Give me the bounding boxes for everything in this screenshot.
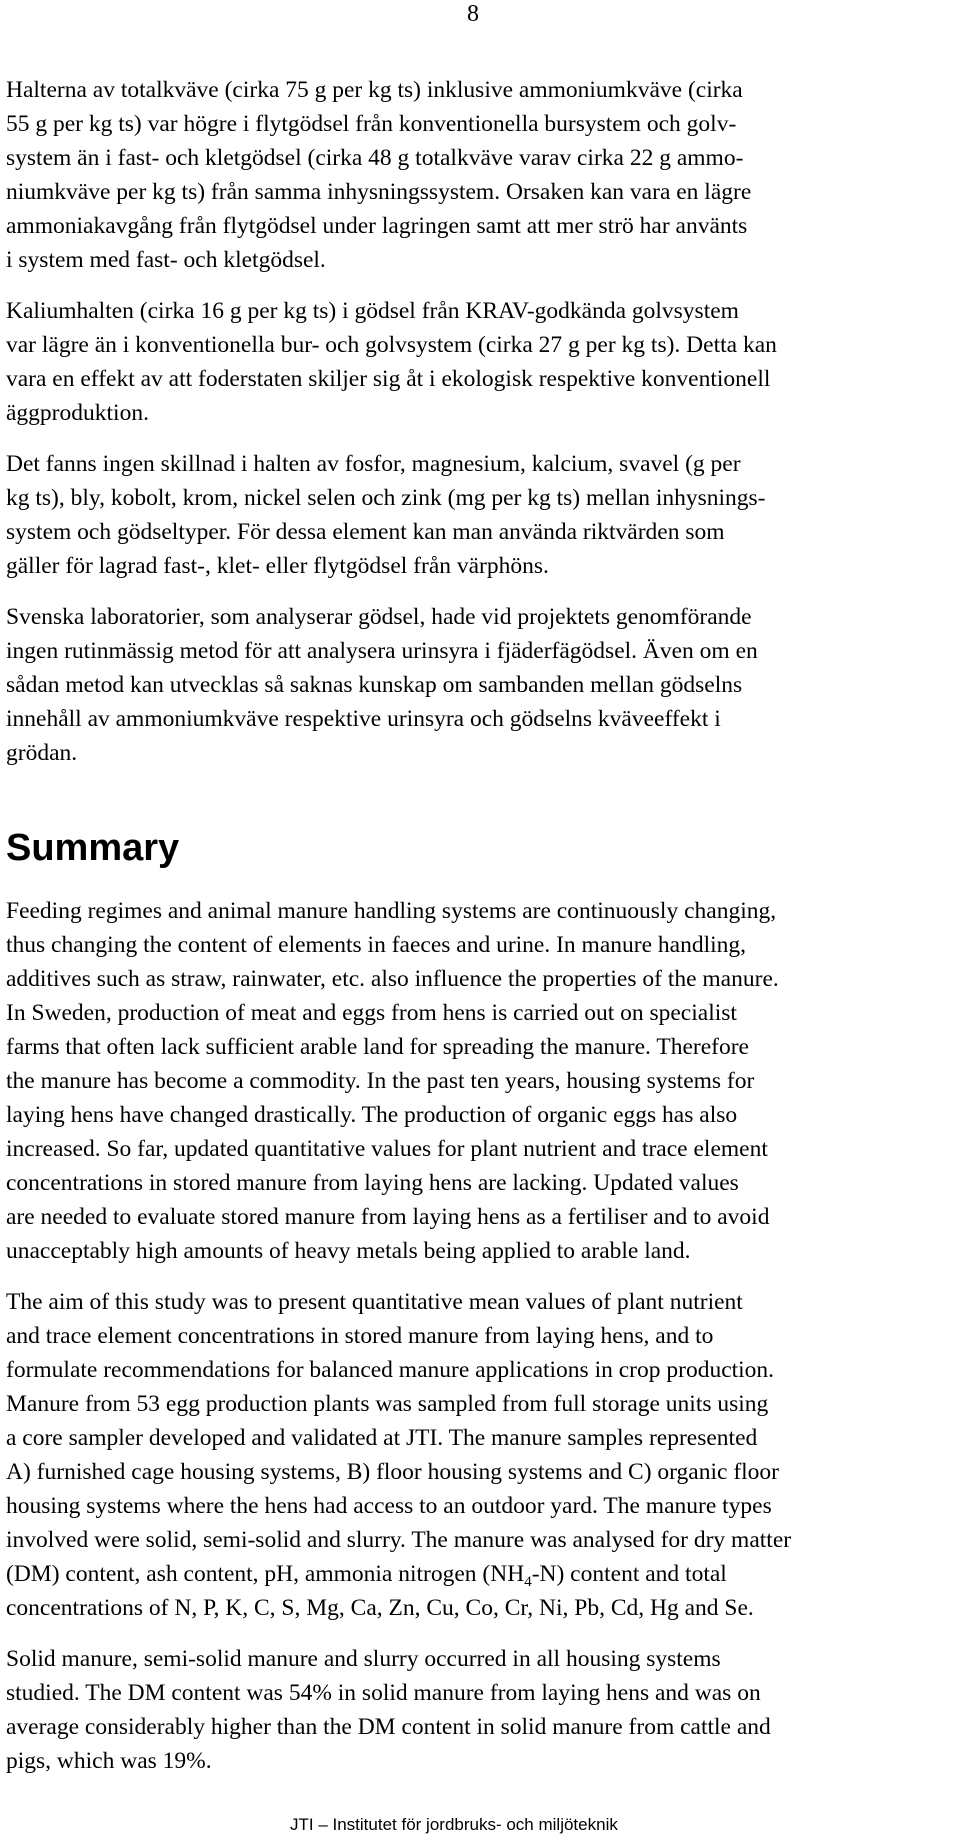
text-line: laying hens have changed drastically. The production of organic eggs has also bbox=[6, 1102, 738, 1128]
summary-paragraph-aim bbox=[6, 1285, 960, 1625]
swedish-paragraph-laboratories bbox=[6, 600, 960, 770]
text-line: and trace element concentrations in stored manure from laying hens, and to bbox=[6, 1323, 714, 1349]
text-line: var lägre än i konventionella bur- och golvsystem (cirka 27 g per kg ts). Detta kan bbox=[6, 332, 777, 358]
text-line: unacceptably high amounts of heavy metals being applied to arable land. bbox=[6, 1238, 691, 1264]
text-line-ammonia-nitrogen bbox=[6, 1557, 960, 1591]
summary-paragraph-background bbox=[6, 894, 960, 1268]
text-line: gäller för lagrad fast-, klet- eller flytgödsel från värphöns. bbox=[6, 553, 549, 579]
text-line: Kaliumhalten (cirka 16 g per kg ts) i gödsel från KRAV-godkända golvsystem bbox=[6, 298, 739, 324]
text-line: system än i fast- och kletgödsel (cirka 48 g totalkväve varav cirka 22 g ammo- bbox=[6, 145, 744, 171]
page-number: 8 bbox=[467, 1, 479, 27]
summary-paragraph-dry-matter bbox=[6, 1642, 960, 1778]
text-line: ammoniakavgång från flytgödsel under lagringen samt att mer strö har använts bbox=[6, 213, 748, 239]
text-line: äggproduktion. bbox=[6, 400, 149, 426]
text-line: thus changing the content of elements in faeces and urine. In manure handling, bbox=[6, 932, 747, 958]
text-line: i system med fast- och kletgödsel. bbox=[6, 247, 326, 273]
text-line: Det fanns ingen skillnad i halten av fosfor, magnesium, kalcium, svavel (g per bbox=[6, 451, 741, 477]
text-line: ingen rutinmässig metod för att analysera urinsyra i fjäderfägödsel. Även om en bbox=[6, 638, 758, 664]
swedish-paragraph-nitrogen bbox=[6, 73, 960, 277]
summary-heading: Summary bbox=[6, 827, 180, 869]
document-body bbox=[6, 73, 960, 1778]
text-line: concentrations in stored manure from laying hens are lacking. Updated values bbox=[6, 1170, 739, 1196]
text-segment: -N) content and total bbox=[531, 1561, 727, 1587]
text-line: In Sweden, production of meat and eggs from hens is carried out on specialist bbox=[6, 1000, 737, 1026]
text-line: The aim of this study was to present quantitative mean values of plant nutrient bbox=[6, 1289, 743, 1315]
text-line: Manure from 53 egg production plants was sampled from full storage units using bbox=[6, 1391, 769, 1417]
text-line: are needed to evaluate stored manure from laying hens as a fertiliser and to avoid bbox=[6, 1204, 770, 1230]
page-footer: JTI – Institutet för jordbruks- och miljöteknik bbox=[290, 1815, 618, 1834]
text-line: formulate recommendations for balanced manure applications in crop production. bbox=[6, 1357, 775, 1383]
text-line: system och gödseltyper. För dessa element kan man använda riktvärden som bbox=[6, 519, 725, 545]
text-line: Svenska laboratorier, som analyserar gödsel, hade vid projektets genomförande bbox=[6, 604, 752, 630]
text-line: average considerably higher than the DM content in solid manure from cattle and bbox=[6, 1714, 771, 1740]
text-segment: (DM) content, ash content, pH, ammonia nitrogen (NH bbox=[6, 1561, 525, 1587]
swedish-paragraph-elements bbox=[6, 447, 960, 583]
text-line: grödan. bbox=[6, 740, 78, 766]
text-line: innehåll av ammoniumkväve respektive urinsyra och gödselns kväveeffekt i bbox=[6, 706, 721, 732]
text-line: additives such as straw, rainwater, etc. also influence the properties of the manure. bbox=[6, 966, 779, 992]
text-line: Halterna av totalkväve (cirka 75 g per kg ts) inklusive ammoniumkväve (cirka bbox=[6, 77, 743, 103]
text-line: vara en effekt av att foderstaten skiljer sig åt i ekologisk respektive konventionell bbox=[6, 366, 771, 392]
text-line: concentrations of N, P, K, C, S, Mg, Ca, Zn, Cu, Co, Cr, Ni, Pb, Cd, Hg and Se. bbox=[6, 1595, 754, 1621]
text-line: 55 g per kg ts) var högre i flytgödsel från konventionella bursystem och golv- bbox=[6, 111, 737, 137]
text-line: A) furnished cage housing systems, B) floor housing systems and C) organic floor bbox=[6, 1459, 779, 1485]
text-line: Solid manure, semi-solid manure and slurry occurred in all housing systems bbox=[6, 1646, 721, 1672]
text-line: increased. So far, updated quantitative values for plant nutrient and trace element bbox=[6, 1136, 768, 1162]
text-line: involved were solid, semi-solid and slurry. The manure was analysed for dry matter bbox=[6, 1527, 792, 1553]
text-line: kg ts), bly, kobolt, krom, nickel selen och zink (mg per kg ts) mellan inhysnings- bbox=[6, 485, 766, 511]
text-line: niumkväve per kg ts) från samma inhysningssystem. Orsaken kan vara en lägre bbox=[6, 179, 752, 205]
subscript-4: 4 bbox=[524, 1574, 532, 1590]
swedish-paragraph-potassium bbox=[6, 294, 960, 430]
text-line: pigs, which was 19%. bbox=[6, 1748, 212, 1774]
text-line: sådan metod kan utvecklas så saknas kunskap om sambanden mellan gödselns bbox=[6, 672, 743, 698]
text-line: farms that often lack sufficient arable land for spreading the manure. Therefore bbox=[6, 1034, 749, 1060]
text-line: the manure has become a commodity. In the past ten years, housing systems for bbox=[6, 1068, 755, 1094]
text-line: studied. The DM content was 54% in solid manure from laying hens and was on bbox=[6, 1680, 761, 1706]
text-line: housing systems where the hens had access to an outdoor yard. The manure types bbox=[6, 1493, 772, 1519]
text-line: Feeding regimes and animal manure handling systems are continuously changing, bbox=[6, 898, 777, 924]
text-line: a core sampler developed and validated at JTI. The manure samples represented bbox=[6, 1425, 758, 1451]
